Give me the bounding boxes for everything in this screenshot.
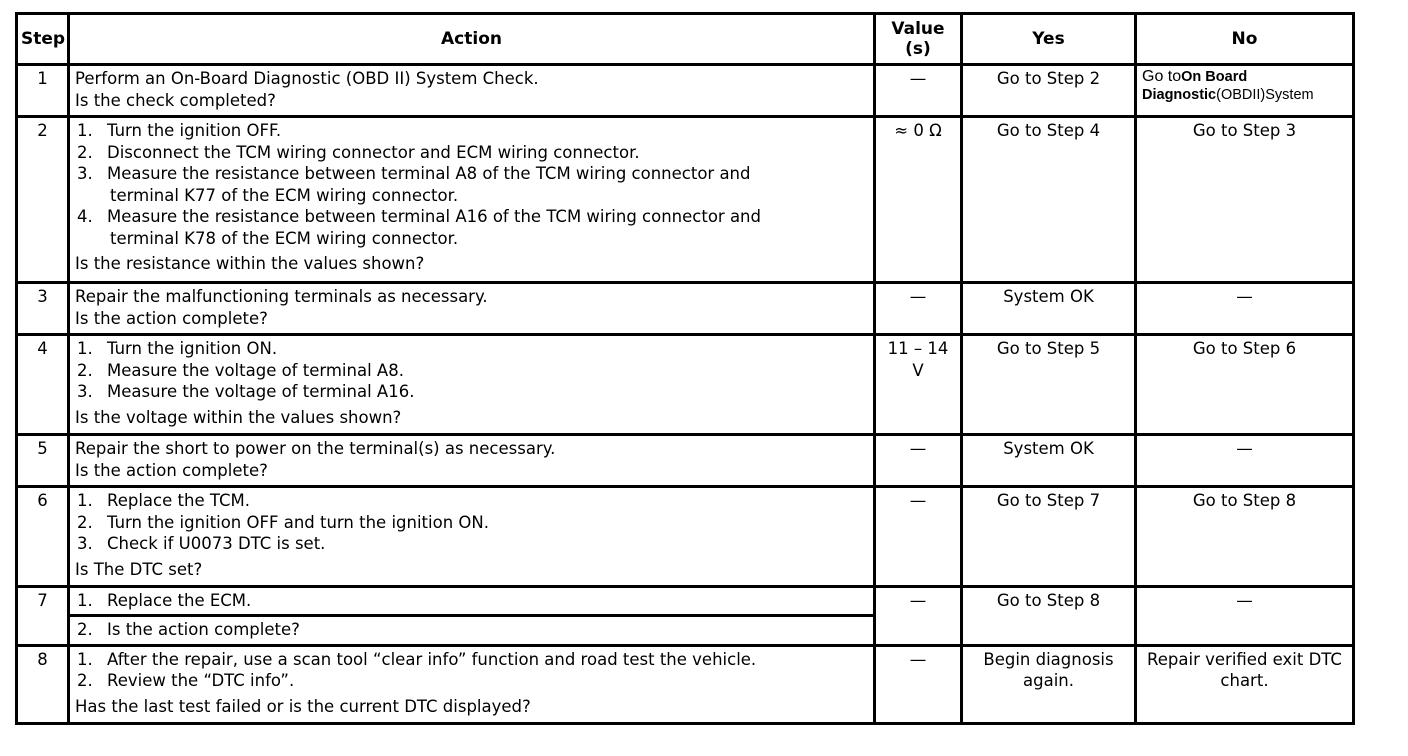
no-cell: Go to Step 3 xyxy=(1136,117,1354,283)
no-cell: — xyxy=(1136,435,1354,487)
action-cell xyxy=(69,487,875,587)
question-text: Is the action complete? xyxy=(75,460,268,480)
yes-cell: Go to Step 8 xyxy=(962,587,1136,646)
action-text: Measure the resistance between terminal A16 of the TCM wiring connector and xyxy=(107,207,761,226)
action-text: Check if U0073 DTC is set. xyxy=(107,534,326,553)
header-no: No xyxy=(1136,14,1354,65)
no-cell xyxy=(1136,65,1354,117)
list-number: 2. xyxy=(77,619,93,639)
list-number: 1. xyxy=(77,591,93,610)
yes-cell: System OK xyxy=(962,283,1136,335)
table-row xyxy=(17,283,1354,335)
list-number: 2. xyxy=(77,671,93,690)
list-number: 1. xyxy=(77,491,93,510)
list-item xyxy=(75,670,868,692)
action-cell xyxy=(69,117,875,283)
no-cell: — xyxy=(1136,283,1354,335)
action-cell xyxy=(69,645,875,723)
list-item xyxy=(75,120,868,142)
no-link-text: (OBDII)System xyxy=(1216,87,1314,103)
value-cell: — xyxy=(875,283,962,335)
value-cell: 11 – 14 V xyxy=(875,335,962,435)
header-value: Value (s) xyxy=(875,14,962,65)
action-text: Repair the short to power on the terminal(s) as necessary. xyxy=(75,439,556,458)
list-number: 1. xyxy=(77,339,93,358)
list-item xyxy=(75,163,868,185)
action-cell xyxy=(69,615,875,645)
action-text: Measure the voltage of terminal A16. xyxy=(107,382,415,401)
action-text: Measure the voltage of terminal A8. xyxy=(107,360,404,380)
no-cell: — xyxy=(1136,587,1354,646)
action-text: Turn the ignition ON. xyxy=(107,339,278,358)
question-text: Has the last test failed or is the current DTC displayed? xyxy=(75,696,531,716)
yes-cell: System OK xyxy=(962,435,1136,487)
step-number: 7 xyxy=(17,587,69,646)
action-text: terminal K77 of the ECM wiring connector. xyxy=(110,185,459,205)
step-number: 6 xyxy=(17,487,69,587)
value-cell: — xyxy=(875,435,962,487)
step-number: 4 xyxy=(17,335,69,435)
list-number: 2. xyxy=(77,360,93,380)
list-item xyxy=(75,338,868,360)
question-text: Is The DTC set? xyxy=(75,559,203,579)
value-cell: — xyxy=(875,645,962,723)
action-cell xyxy=(69,435,875,487)
action-cell xyxy=(69,65,875,117)
action-text: Replace the ECM. xyxy=(107,591,252,610)
no-cell: Repair verified exit DTC chart. xyxy=(1136,645,1354,723)
action-text: Turn the ignition OFF and turn the ignition ON. xyxy=(107,512,489,532)
question-text: Is the voltage within the values shown? xyxy=(75,407,402,427)
header-row xyxy=(17,14,1354,65)
yes-cell: Go to Step 4 xyxy=(962,117,1136,283)
action-text: Turn the ignition OFF. xyxy=(107,121,282,140)
yes-cell: Begin diagnosis again. xyxy=(962,645,1136,723)
no-link-text: On Board xyxy=(1181,69,1248,85)
yes-cell: Go to Step 5 xyxy=(962,335,1136,435)
action-text: After the repair, use a scan tool “clear info” function and road test the vehicle. xyxy=(107,649,757,669)
no-cell: Go to Step 6 xyxy=(1136,335,1354,435)
action-text: Is the action complete? xyxy=(107,619,300,639)
yes-cell: Go to Step 2 xyxy=(962,65,1136,117)
list-number: 2. xyxy=(77,512,93,532)
step-number: 2 xyxy=(17,117,69,283)
no-link-text: Diagnostic xyxy=(1142,87,1217,103)
action-cell xyxy=(69,335,875,435)
action-text: Perform an On-Board Diagnostic (OBD II) System Check. xyxy=(75,69,539,88)
list-item xyxy=(75,533,868,555)
list-number: 4. xyxy=(77,207,93,226)
step-number: 1 xyxy=(17,65,69,117)
value-cell: — xyxy=(875,65,962,117)
action-text: Measure the resistance between terminal A8 of the TCM wiring connector and xyxy=(107,164,751,183)
list-item xyxy=(75,649,868,671)
value-cell: ≈ 0 Ω xyxy=(875,117,962,283)
step-number: 3 xyxy=(17,283,69,335)
list-number: 1. xyxy=(77,649,93,669)
table-row xyxy=(17,487,1354,587)
header-step: Step xyxy=(17,14,69,65)
table-row xyxy=(17,435,1354,487)
value-cell: — xyxy=(875,487,962,587)
list-item xyxy=(75,512,868,534)
step-number: 8 xyxy=(17,645,69,723)
action-text: Replace the TCM. xyxy=(107,491,250,510)
question-text: Is the check completed? xyxy=(75,90,276,110)
list-item xyxy=(75,206,868,228)
action-text: Disconnect the TCM wiring connector and ECM wiring connector. xyxy=(107,142,640,162)
value-cell: — xyxy=(875,587,962,646)
list-item xyxy=(75,360,868,382)
action-cell xyxy=(69,283,875,335)
step-number: 5 xyxy=(17,435,69,487)
list-number: 3. xyxy=(77,534,93,553)
list-item xyxy=(75,381,868,403)
action-text: Repair the malfunctioning terminals as necessary. xyxy=(75,287,488,306)
action-cell xyxy=(69,587,875,616)
list-item xyxy=(75,619,868,641)
question-text: Is the action complete? xyxy=(75,308,268,328)
list-item xyxy=(75,142,868,164)
list-number: 3. xyxy=(77,164,93,183)
diagnostic-table xyxy=(15,12,1355,725)
table-row xyxy=(17,587,1354,616)
list-number: 1. xyxy=(77,121,93,140)
table-row xyxy=(17,335,1354,435)
no-cell: Go to Step 8 xyxy=(1136,487,1354,587)
question-text: Is the resistance within the values shown? xyxy=(75,254,425,273)
action-text: Review the “DTC info”. xyxy=(107,671,295,690)
header-yes: Yes xyxy=(962,14,1136,65)
no-link-text: Go to xyxy=(1142,68,1182,85)
table-row xyxy=(17,645,1354,723)
action-text: terminal K78 of the ECM wiring connector. xyxy=(110,228,459,248)
table-row xyxy=(17,117,1354,283)
list-item xyxy=(75,590,868,612)
header-action: Action xyxy=(69,14,875,65)
table-row xyxy=(17,65,1354,117)
list-number: 3. xyxy=(77,382,93,401)
list-item xyxy=(75,490,868,512)
yes-cell: Go to Step 7 xyxy=(962,487,1136,587)
list-number: 2. xyxy=(77,142,93,162)
